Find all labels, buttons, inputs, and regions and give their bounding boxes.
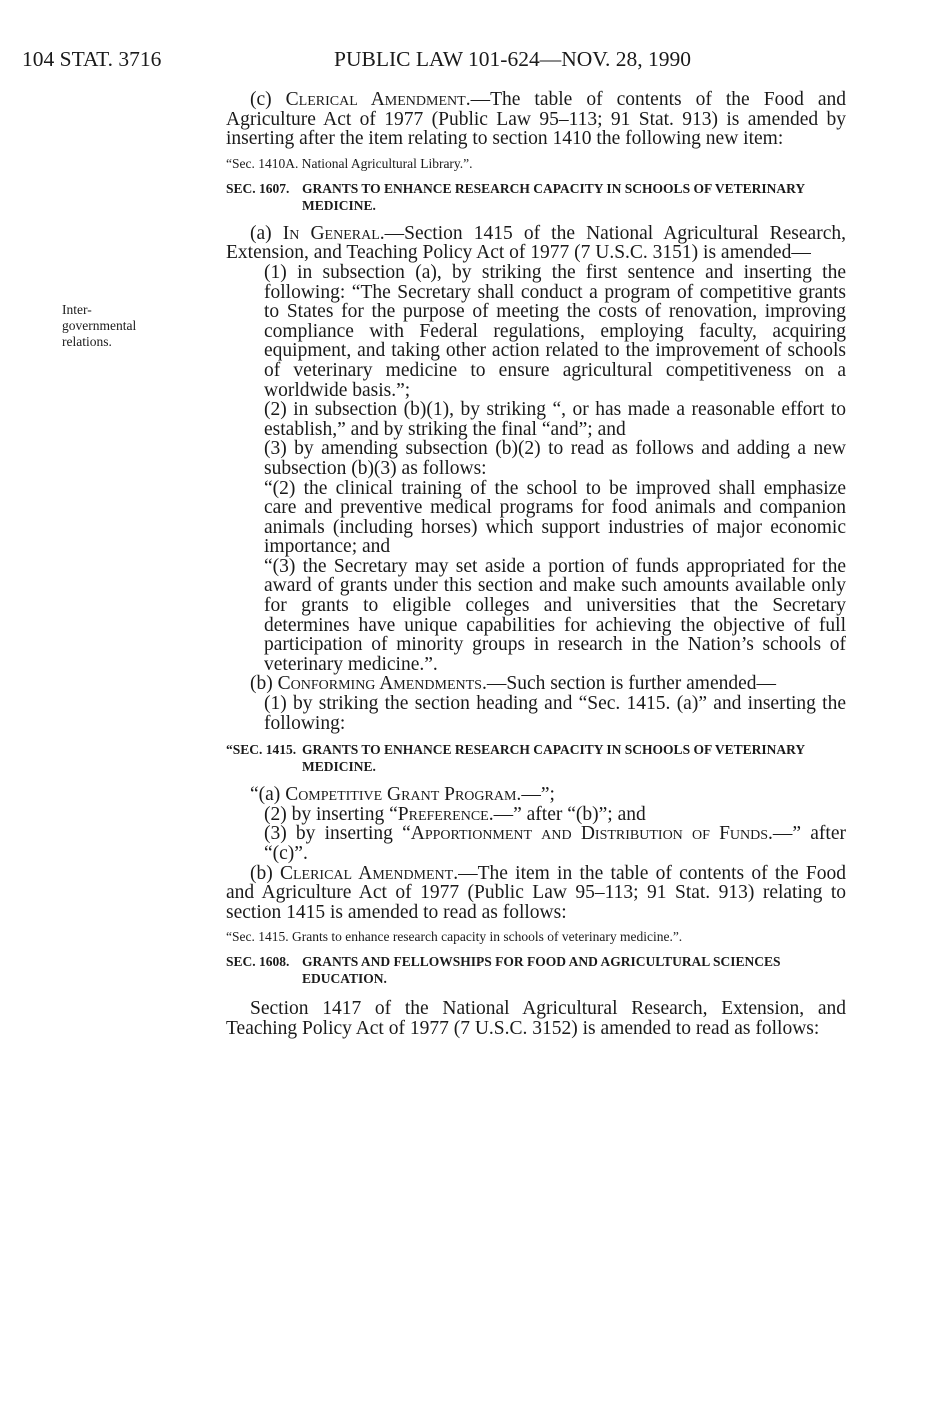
section-heading-1607 [226, 180, 846, 214]
subsection-heading: Preference. [397, 803, 494, 825]
paragraph-2: (2) in subsection (b)(1), by striking “, or has made a reasonable effort to establish,” and by striking the final “and”; and [264, 399, 846, 440]
quoted-paragraph-3: “(3) the Secretary may set aside a portion of funds appropriated for the award of grants under this section and make such amounts available only for grants to eligible colleges and universities that the Secretary determines have unique capabilities for achieving the objective of full participation of minority groups in research in the Nation’s schools of veterinary medicine.”. [264, 555, 846, 675]
margin-note-line: relations. [62, 334, 112, 349]
paragraph-3: (3) by amending subsection (b)(2) to read as follows and adding a new subsection (b)(3) as follows: [264, 438, 846, 479]
section-number: SEC. 1607. [226, 180, 290, 196]
section-heading-1415 [226, 741, 846, 775]
stat-citation: 104 STAT. 3716 [22, 47, 162, 71]
paragraph-1: (1) in subsection (a), by striking the first sentence and inserting the following: “The Secretary shall conduct a program of competitive grants to States for the purpose of meeting the costs of renovation, improving compliance with Federal regulations, employing faculty, acquiring equipment, and taking other action related to the improvement of schools of veterinary medicine to ensure agricultural competitiveness on a worldwide basis.”; [264, 261, 846, 401]
running-head [22, 44, 762, 74]
margin-note-line: governmental [62, 318, 137, 333]
section-heading-1608 [226, 953, 846, 987]
section-title: GRANTS TO ENHANCE RESEARCH CAPACITY IN SCHOOLS OF VETERINARY MEDICINE. [302, 180, 805, 213]
subsection-heading: Apportionment and Distribution of Funds. [410, 823, 773, 845]
subsection-b-clerical: (b) Clerical Amendment.—The item in the table of contents of the Food and Agriculture Act of 1977 (Public Law 95–113; 91 Stat. 913) relating to section 1415 is amended to read as follows: [226, 862, 847, 923]
subsection-a-general: (a) In General.—Section 1415 of the National Agricultural Research, Extension, and Teaching Policy Act of 1977 (7 U.S.C. 3151) is amended— [226, 222, 846, 264]
margin-note [62, 302, 202, 350]
subsection-heading: Clerical Amendment. [279, 862, 459, 884]
conforming-paragraph-3: (3) by inserting “Apportionment and Distribution of Funds.—” after “(c)”. [264, 823, 846, 864]
toc-item-1415: “Sec. 1415. Grants to enhance research capacity in schools of veterinary medicine.”. [226, 929, 683, 945]
section-1608-text: Section 1417 of the National Agricultural Research, Extension, and Teaching Policy Act of 1977 (7 U.S.C. 3152) is amended to read as follows: [226, 998, 846, 1039]
subsection-heading: Clerical Amendment. [285, 89, 471, 110]
subsection-heading: Conforming Amendments. [277, 673, 487, 695]
section-title: GRANTS TO ENHANCE RESEARCH CAPACITY IN SCHOOLS OF VETERINARY MEDICINE. [302, 742, 805, 775]
quoted-paragraph-2: “(2) the clinical training of the school to be improved shall emphasize care and preventive medical programs for food animals and companion animals (including horses) which support industries of major economic importance; and [264, 477, 846, 558]
subsection-heading: Competitive Grant Program. [285, 784, 522, 806]
toc-item-1410a: “Sec. 1410A. National Agricultural Library.”. [226, 155, 473, 171]
subsection-b-conforming: (b) Conforming Amendments.—Such section is further amended— [250, 673, 777, 695]
margin-note-line: Inter- [62, 302, 92, 317]
law-title-date: PUBLIC LAW 101-624—NOV. 28, 1990 [334, 47, 692, 71]
subsection-heading: In General. [282, 222, 385, 244]
section-number: “SEC. 1415. [226, 742, 297, 758]
conforming-paragraph-2: (2) by inserting “Preference.—” after “(b)”; and [264, 803, 646, 825]
body-text [226, 90, 846, 1039]
subsection-c-clerical: (c) Clerical Amendment.—The table of contents of the Food and Agriculture Act of 1977 (Public Law 95–113; 91 Stat. 913) is amended by inserting after the item relating to section 1410 the following new item: [226, 89, 846, 150]
section-number: SEC. 1608. [226, 954, 290, 970]
competitive-grant-heading: “(a) Competitive Grant Program.—”; [250, 784, 555, 806]
section-title: GRANTS AND FELLOWSHIPS FOR FOOD AND AGRICULTURAL SCIENCES EDUCATION. [302, 954, 781, 987]
conforming-paragraph-1: (1) by striking the section heading and “Sec. 1415. (a)” and inserting the following: [264, 693, 846, 734]
